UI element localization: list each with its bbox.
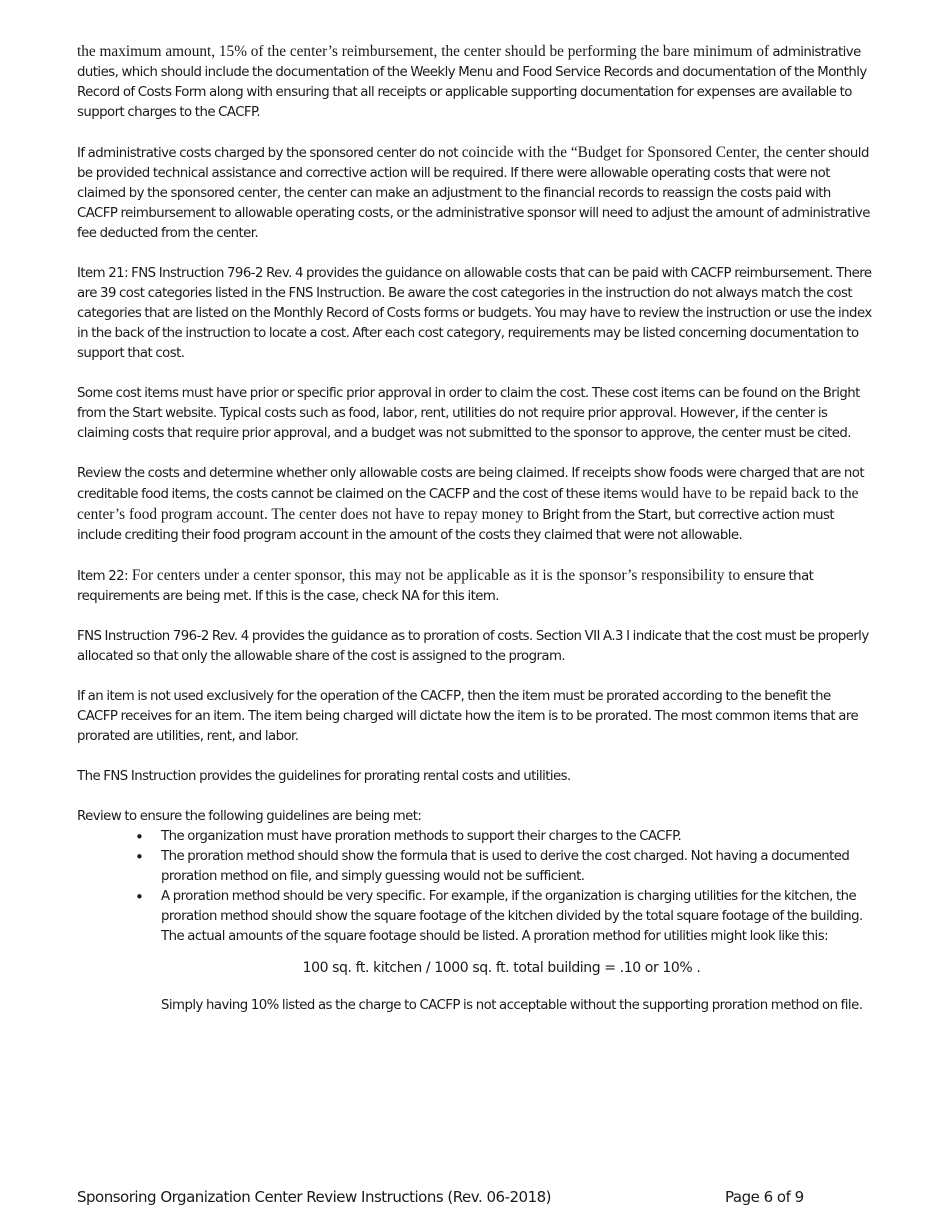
page-number: Page 6 of 9 <box>725 1188 804 1206</box>
paragraph-review-costs: Review the costs and determine whether only allowable costs are being claimed. If receipts show foods were charged that are not creditable food items, the costs cannot be claimed on the CACFP and the cost of these items would have to be repaid back to the center’s food program account. The center does not have to repay money to Bright from the Start, but corrective action must include crediting their food program account in the amount of the costs they claimed that were not allowable. <box>77 466 865 543</box>
page-footer <box>77 1188 872 1206</box>
footer-title: Sponsoring Organization Center Review Instructions (Rev. 06-2018) <box>77 1188 552 1206</box>
bullet-icon: • <box>135 888 144 906</box>
paragraph-fns-guidelines: The FNS Instruction provides the guidelines for prorating rental costs and utilities. <box>77 769 571 784</box>
bullet-icon: • <box>135 848 144 866</box>
proration-note: Simply having 10% listed as the charge to CACFP is not acceptable without the supporting proration method on file. <box>161 998 863 1013</box>
document-body <box>77 42 872 1016</box>
paragraph-item-21: Item 21: FNS Instruction 796-2 Rev. 4 provides the guidance on allowable costs that can be paid with CACFP reimbursement. There are 39 cost categories listed in the FNS Instruction. Be aware the cost categories in the instruction do not always match the cost categories that are listed on the Monthly Record of Costs forms or budgets. You may have to review the instruction or use the index in the back of the instruction to locate a cost. After each cost category, requirements may be listed concerning documentation to support that cost. <box>77 266 872 361</box>
paragraph-admin-costs: If administrative costs charged by the sponsored center do not coincide with the “Budget for Sponsored Center, the center should be provided technical assistance and corrective action will be required. If there were allowable operating costs that were not claimed by the sponsored center, the center can make an adjustment to the financial records to reassign the costs paid with CACFP reimbursement to allowable operating costs, or the administrative sponsor will need to adjust the amount of administrative fee deducted from the center. <box>77 144 870 241</box>
proration-formula: 100 sq. ft. kitchen / 1000 sq. ft. total building = .10 or 10% . <box>302 960 701 976</box>
paragraph-proration-guidance: FNS Instruction 796-2 Rev. 4 provides the guidance as to proration of costs. Section VII A.3 I indicate that the cost must be properly allocated so that only the allowable share of the cost is assigned to the program. <box>77 629 869 664</box>
list-item: • The organization must have proration methods to support their charges to the CACFP. <box>135 828 682 846</box>
item-22-label: Item 22: <box>77 569 128 584</box>
paragraph-review-guidelines: Review to ensure the following guidelines are being met: <box>77 809 422 824</box>
bullet-icon: • <box>135 828 144 846</box>
guidelines-list <box>77 827 872 947</box>
paragraph-prior-approval: Some cost items must have prior or specific prior approval in order to claim the cost. These cost items can be found on the Bright from the Start website. Typical costs such as food, labor, rent, utilities do not require prior approval. However, if the center is claiming costs that require prior approval, and a budget was not submitted to the sponsor to approve, the center must be cited. <box>77 386 860 441</box>
paragraph-item-22: Item 22: For centers under a center sponsor, this may not be applicable as it is the sponsor’s responsibility to ensure that requirements are being met. If this is the case, check NA for this item. <box>77 567 814 604</box>
list-item: • The proration method should show the formula that is used to derive the cost charged. Not having a documented proration method on file, and simply guessing would not be sufficient. <box>135 848 850 884</box>
paragraph-prorate-items: If an item is not used exclusively for the operation of the CACFP, then the item must be prorated according to the benefit the CACFP receives for an item. The item being charged will dictate how the item is to be prorated. The most common items that are prorated are utilities, rent, and labor. <box>77 689 859 744</box>
paragraph-admin-duties: the maximum amount, 15% of the center’s reimbursement, the center should be performing the bare minimum of administrative duties, which should include the documentation of the Weekly Menu and Food Service Records and documentation of the Monthly Record of Costs Form along with ensuring that all receipts or applicable supporting documentation for expenses are available to support charges to the CACFP. <box>77 43 867 120</box>
list-item: • A proration method should be very specific. For example, if the organization is charging utilities for the kitchen, the proration method should show the square footage of the kitchen divided by the total square footage of the building. The actual amounts of the square footage should be listed. A proration method for utilities might look like this: <box>135 888 863 944</box>
